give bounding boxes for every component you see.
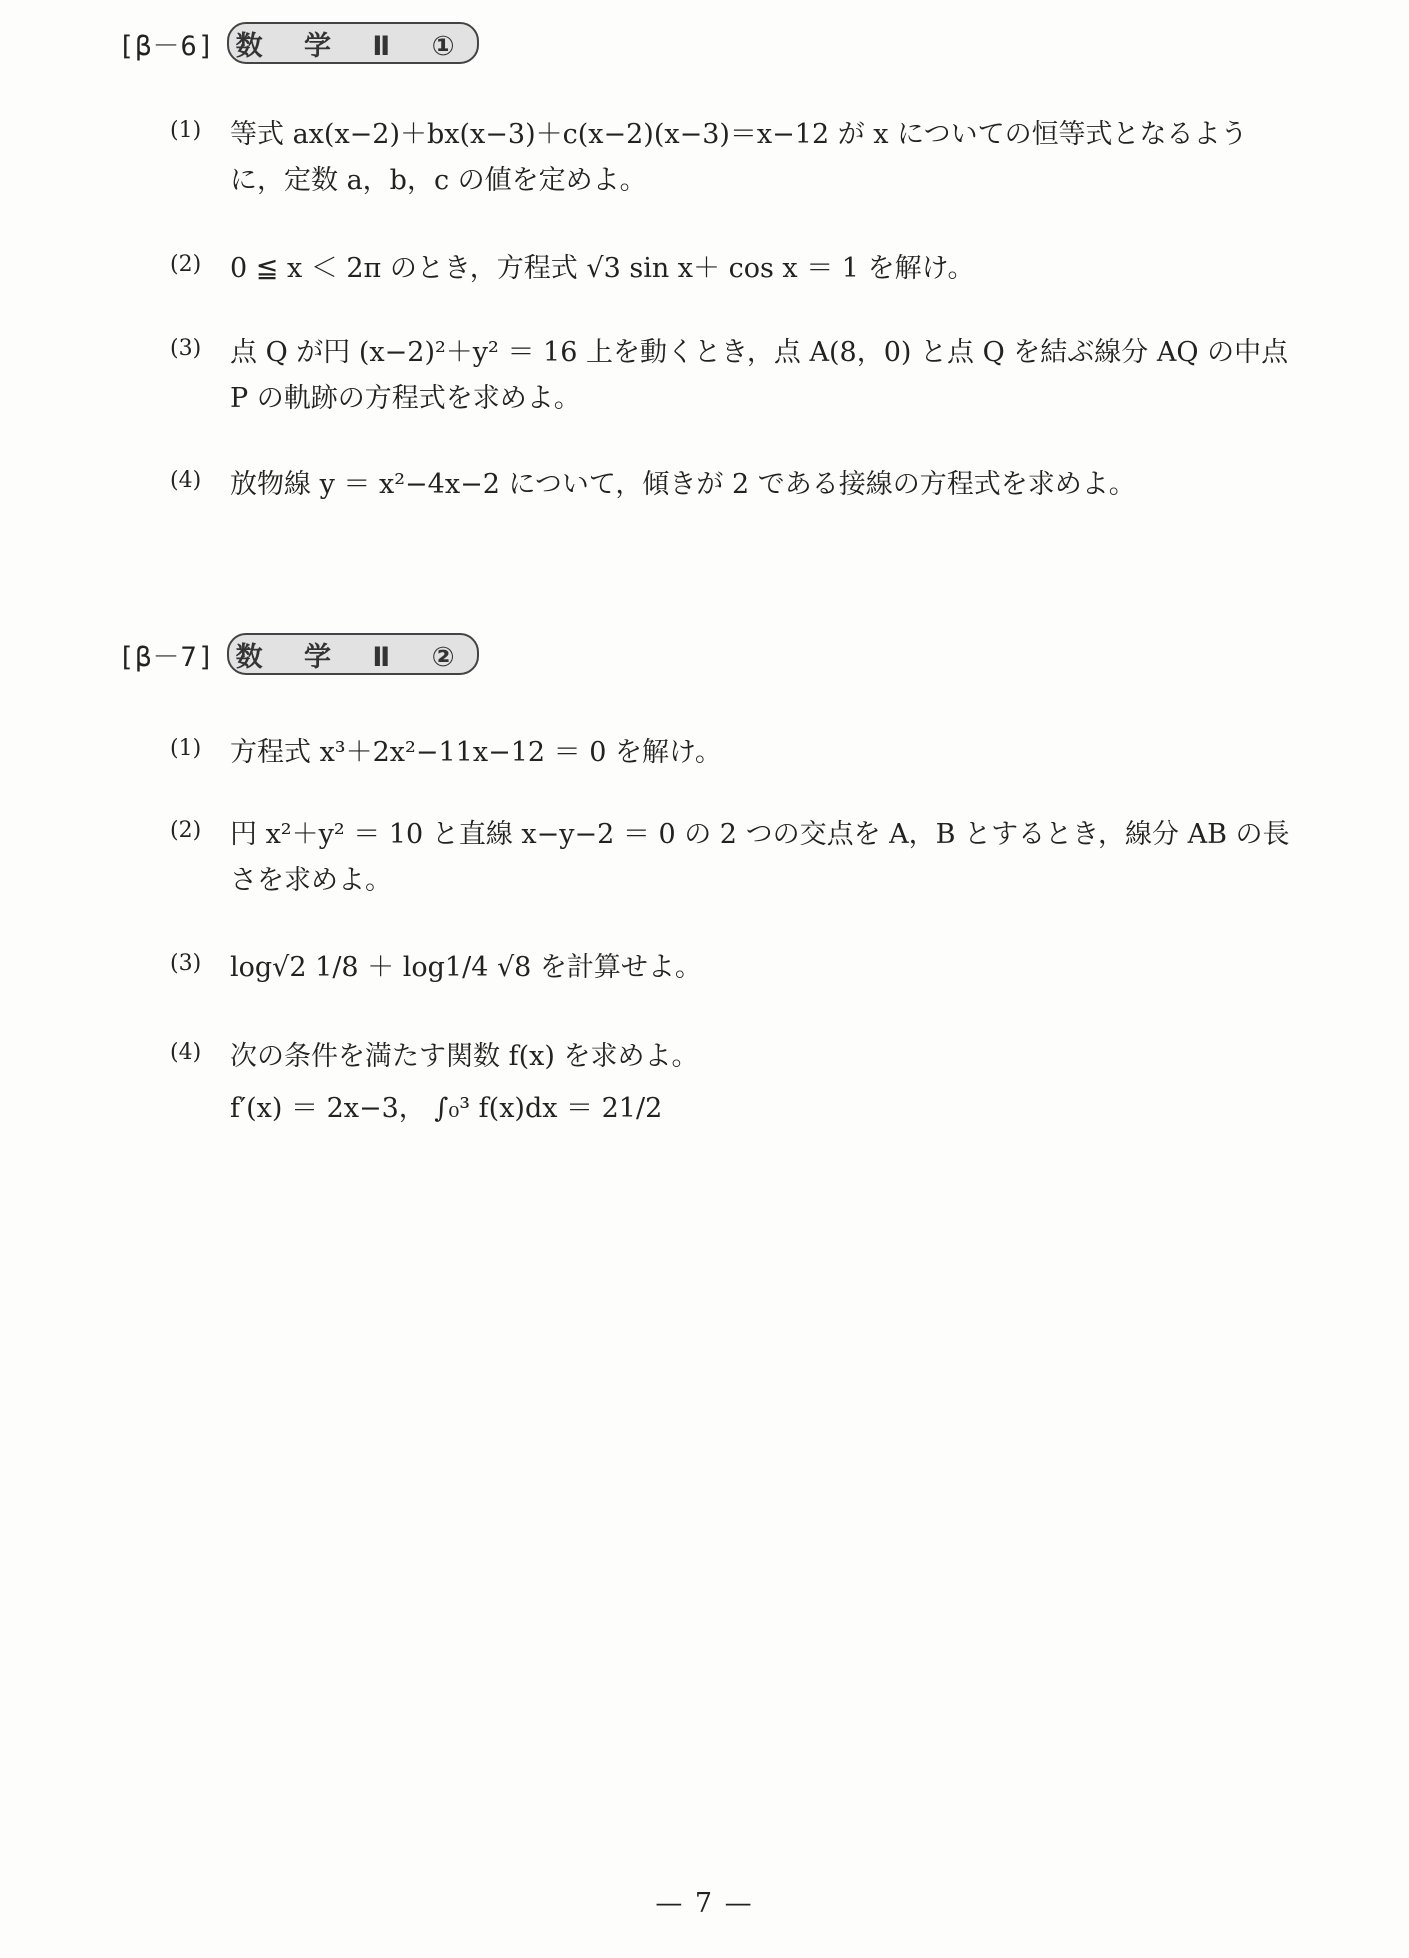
- subject-badge: 数 学 Ⅱ ①: [227, 22, 479, 64]
- problem-number: (2): [170, 252, 202, 277]
- problem-number: (2): [170, 818, 202, 843]
- problem-condition: f′(x) ＝ 2x−3， ∫₀³ f(x)dx ＝ 21/2: [230, 1093, 663, 1125]
- section-id: [β－6]: [118, 30, 216, 62]
- section-header: [118, 633, 479, 675]
- problem-text: 方程式 x³＋2x²−11x−12 ＝ 0 を解け。: [230, 737, 722, 768]
- problem-number: (3): [170, 336, 202, 361]
- section-id: [β－7]: [118, 641, 216, 673]
- problem-number: (1): [170, 118, 202, 143]
- problem-item: [170, 462, 1290, 508]
- problem-text: 等式 ax(x−2)＋bx(x−3)＋c(x−2)(x−3)＝x−12 が x についての恒等式となるように，定数 a，b，c の値を定めよ。: [230, 119, 1248, 197]
- section-header: [118, 22, 479, 64]
- problem-number: (3): [170, 951, 202, 976]
- problem-number: (4): [170, 468, 202, 493]
- subject-badge: 数 学 Ⅱ ②: [227, 633, 479, 675]
- problem-item: [170, 112, 1290, 205]
- problem-number: (1): [170, 736, 202, 761]
- problem-text: 0 ≦ x ＜ 2π のとき，方程式 √3 sin x＋ cos x ＝ 1 を解け。: [230, 253, 975, 284]
- problem-item: [170, 730, 1290, 776]
- problem-item: [170, 246, 1290, 292]
- problem-item: [170, 330, 1290, 423]
- problem-item: [170, 1034, 1290, 1133]
- problem-item: [170, 945, 1290, 991]
- problem-text: 円 x²＋y² ＝ 10 と直線 x−y−2 ＝ 0 の 2 つの交点を A，B とするとき，線分 AB の長さを求めよ。: [230, 819, 1290, 897]
- problem-text: log√2 1/8 ＋ log1/4 √8 を計算せよ。: [230, 952, 702, 983]
- problem-text: 次の条件を満たす関数 f(x) を求めよ。: [230, 1041, 699, 1072]
- problem-item: [170, 812, 1290, 905]
- problem-number: (4): [170, 1040, 202, 1065]
- problem-text: 放物線 y ＝ x²−4x−2 について，傾きが 2 である接線の方程式を求めよ。: [230, 469, 1136, 500]
- problem-text: 点 Q が円 (x−2)²＋y² ＝ 16 上を動くとき，点 A(8，0) と点 Q を結ぶ線分 AQ の中点 P の軌跡の方程式を求めよ。: [230, 337, 1289, 415]
- page-number: — 7 —: [655, 1888, 754, 1919]
